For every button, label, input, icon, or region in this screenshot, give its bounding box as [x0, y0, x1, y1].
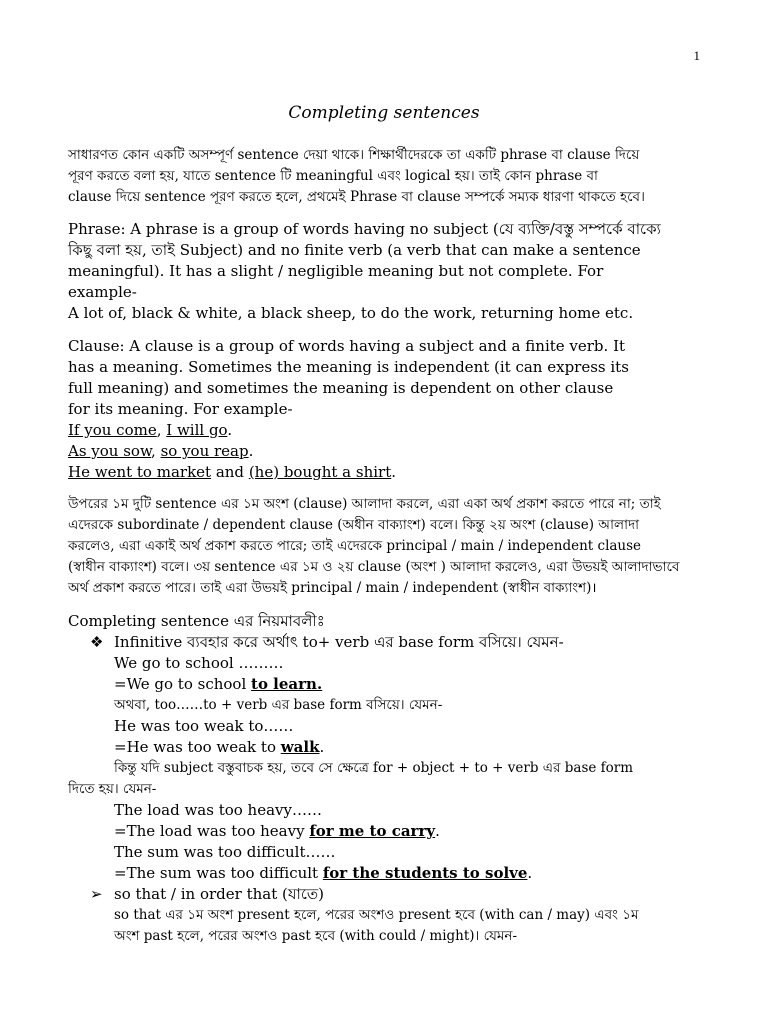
text-line: দিতে হয়। যেমন-	[68, 781, 157, 797]
answer-highlight: for me to carry	[309, 822, 436, 840]
page-number: 1	[693, 48, 700, 63]
text-line: clause দিয়ে sentence পূরণ করতে হলে, প্রথমেই Phrase বা clause সম্পর্কে সম্যক ধারণা থাকতে হবে।	[68, 189, 645, 205]
rule-text: Infinitive ব্যবহার করে অর্থাৎ to+ verb এর base form বসিয়ে। যেমন-	[114, 633, 564, 651]
text-line: Phrase: A phrase is a group of words having no subject (যে ব্যক্তি/বস্তু সম্পর্কে বাক্যে	[68, 220, 661, 238]
text-line: কিছু বলা হয়, তাই Subject) and no finite verb (a verb that can make a sentence	[68, 241, 641, 259]
punctuation: .	[527, 864, 533, 882]
text-line: অর্থ প্রকাশ করতে পারে। তাই এরা উভয়ই principal / main / independent (স্বাধীন বাক্যাংশ)।	[68, 580, 597, 596]
diamond-bullet-icon: ❖	[90, 633, 104, 651]
answer-prefix: =He was too weak to	[114, 738, 281, 756]
answer-prefix: =The load was too heavy	[114, 822, 310, 840]
answer-prefix: =The sum was too difficult	[114, 864, 323, 882]
underlined-clause: He went to market	[68, 463, 212, 481]
punctuation: .	[435, 822, 440, 840]
rule-item	[68, 884, 700, 905]
example-answer	[68, 821, 700, 842]
underlined-clause: so you reap	[160, 442, 249, 460]
rule-item	[68, 632, 700, 653]
text-line: পূরণ করতে বলা হয়, যাতে sentence টি meaningful এবং logical হয়। তাই কোন phrase বা	[68, 168, 598, 184]
answer-highlight: for the students to solve	[322, 864, 528, 882]
example-answer	[68, 674, 700, 695]
separator: and	[211, 463, 249, 481]
underlined-clause: (he) bought a shirt	[248, 463, 392, 481]
text-line: full meaning) and sometimes the meaning is dependent on other clause	[68, 379, 614, 397]
text-line: কিন্তু যদি subject বস্তুবাচক হয়, তবে সে ক্ষেত্রে for + object + to + verb এর base form	[114, 760, 634, 776]
example-answer	[68, 863, 700, 884]
underlined-clause: I will go	[166, 421, 228, 439]
example-question: We go to school ………	[114, 654, 284, 672]
text-line: করলেও, এরা একাই অর্থ প্রকাশ করতে পারে; তাই এদেরকে principal / main / independent clause	[68, 538, 642, 554]
answer-prefix: =We go to school	[114, 675, 252, 693]
separator: ,	[151, 442, 161, 460]
punctuation: .	[227, 421, 233, 439]
text-line: has a meaning. Sometimes the meaning is independent (it can express its	[68, 358, 629, 376]
explanation-paragraph	[68, 494, 700, 599]
answer-highlight: walk	[280, 738, 320, 756]
text-line: for its meaning. For example-	[68, 400, 293, 418]
underlined-clause: If you come	[68, 421, 157, 439]
text-line: উপরের ১ম দুটি sentence এর ১ম অংশ (clause) আলাদা করলে, এরা একা অর্থ প্রকাশ করতে পারে না; তাই	[68, 496, 661, 512]
phrase-definition	[68, 219, 700, 324]
underlined-clause: As you sow	[68, 442, 152, 460]
rules-heading: Completing sentence এর নিয়মাবলীঃ	[68, 612, 325, 630]
punctuation: .	[248, 442, 254, 460]
arrow-bullet-icon: ➢	[90, 885, 103, 903]
text-line: (স্বাধীন বাক্যাংশ) বলে। ৩য় sentence এর ১ম ও ২য় clause (অংশ ) আলাদা করলেও, এরা উভয়ই আলাদাভাবে	[68, 559, 680, 575]
example-question: The sum was too difficult……	[114, 843, 336, 861]
example-question: The load was too heavy……	[114, 801, 322, 819]
clause-definition	[68, 336, 700, 483]
page-title: Completing sentences	[288, 103, 480, 123]
text-line: অথবা, too……to + verb এর base form বসিয়ে। যেমন-	[114, 697, 443, 713]
punctuation: .	[391, 463, 397, 481]
rule-text: so that / in order that (যাতে)	[114, 885, 324, 903]
punctuation: .	[319, 738, 325, 756]
text-line: এদেরকে subordinate / dependent clause (অধীন বাক্যাংশ) বলে। কিন্তু ২য় অংশ (clause) আলাদা	[68, 517, 640, 533]
text-line: সাধারণত কোন একটি অসম্পূর্ণ sentence দেয়া থাকে। শিক্ষার্থীদেরকে তা একটি phrase বা clause দিয়ে	[68, 147, 640, 163]
text-line: example-	[68, 283, 137, 301]
text-line: meaningful). It has a slight / negligible meaning but not complete. For	[68, 262, 604, 280]
example-line	[68, 462, 700, 483]
example-line	[68, 420, 700, 441]
example-answer	[68, 737, 700, 758]
text-line: so that এর ১ম অংশ present হলে, পরের অংশও present হবে (with can / may) এবং ১ম	[114, 907, 639, 923]
example-question: He was too weak to……	[114, 717, 294, 735]
text-line: A lot of, black & white, a black sheep, to do the work, returning home etc.	[68, 304, 634, 322]
intro-paragraph	[68, 145, 700, 208]
example-line	[68, 441, 700, 462]
text-line: Clause: A clause is a group of words having a subject and a finite verb. It	[68, 337, 626, 355]
text-line: অংশ past হলে, পরের অংশও past হবে (with could / might)। যেমন-	[114, 928, 518, 944]
answer-highlight: to learn.	[251, 675, 323, 693]
rules-section	[68, 611, 700, 947]
separator: ,	[156, 421, 167, 439]
